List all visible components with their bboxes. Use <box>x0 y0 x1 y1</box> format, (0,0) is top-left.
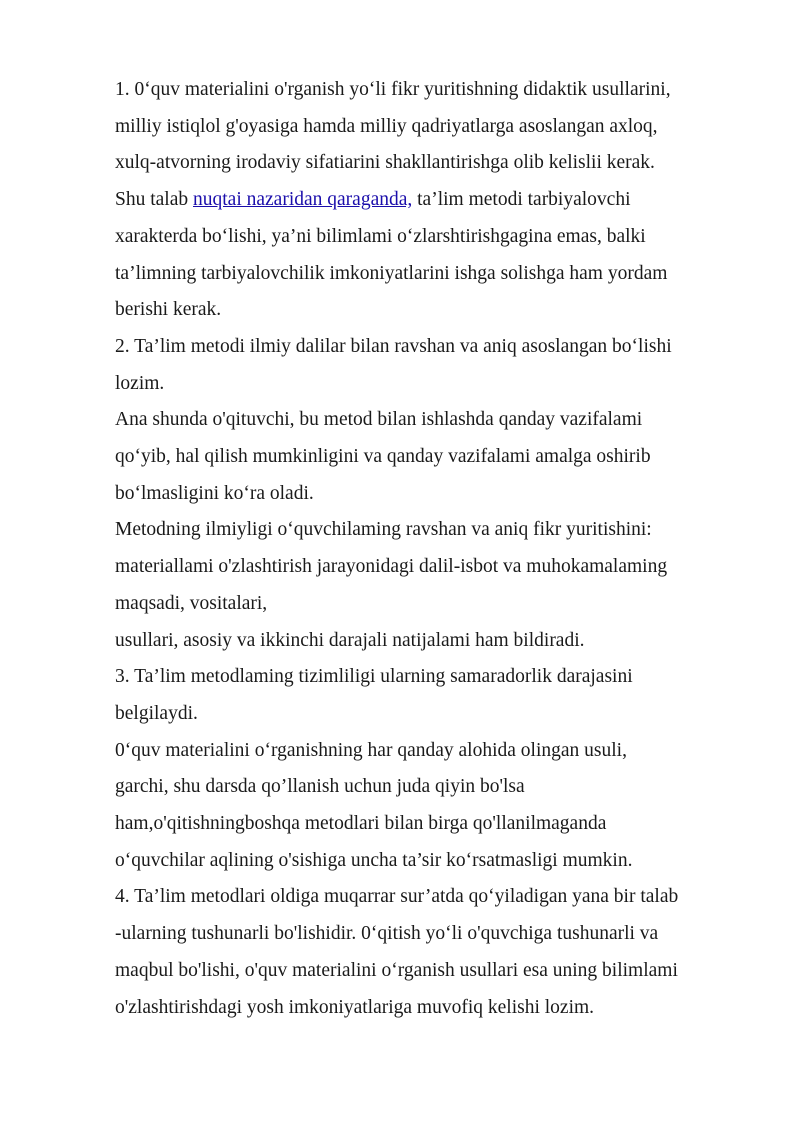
text-line: lozim. <box>115 372 165 394</box>
text-line: qo‘yib, hal qilish mumkinligini va qanday vazifalami amalga oshirib <box>115 446 651 468</box>
text-line: 1. 0‘quv materialini o'rganish yo‘li fikr yuritishning didaktik usullarini, <box>115 79 671 100</box>
text-line: bo‘lmasligini ko‘ra oladi. <box>115 482 314 504</box>
nuqtai-nazaridan-link[interactable]: nuqtai nazaridan qaraganda, <box>193 189 413 211</box>
link-prefix-text: Shu talab <box>115 189 193 211</box>
text-line: 0‘quv materialini o‘rganishning har qanday alohida olingan usuli, <box>115 739 627 761</box>
text-line: garchi, shu darsda qo’llanish uchun juda qiyin bo'lsa <box>115 776 525 798</box>
text-line: milliy istiqlol g'oyasiga hamda milliy qadriyatlarga asoslangan axloq, <box>115 115 658 137</box>
text-line: berishi kerak. <box>115 299 222 321</box>
text-line: xulq-atvorning irodaviy sifatiarini shakllantirishga olib kelislii kerak. <box>115 152 655 174</box>
text-line: belgilaydi. <box>115 702 198 724</box>
text-line: maqsadi, vositalari, <box>115 592 268 614</box>
text-line: 4. Ta’lim metodlari oldiga muqarrar sur’atda qo‘yiladigan yana bir talab <box>115 886 679 908</box>
text-line-with-link <box>115 182 755 219</box>
document-body <box>115 72 755 1026</box>
text-line: Ana shunda o'qituvchi, bu metod bilan ishlashda qanday vazifalami <box>115 409 643 431</box>
text-line: o‘quvchilar aqlining o'sishiga uncha ta’sir ko‘rsatmasligi mumkin. <box>115 849 633 871</box>
text-line: materiallami o'zlashtirish jarayonidagi dalil-isbot va muhokamalaming <box>115 556 668 578</box>
link-suffix-text: ta’lim metodi tarbiyalovchi <box>412 189 631 211</box>
text-line: maqbul bo'lishi, o'quv materialini o‘rganish usullari esa uning bilimlami <box>115 959 678 981</box>
text-line: o'zlashtirishdagi yosh imkoniyatlariga muvofiq kelishi lozim. <box>115 996 595 1018</box>
text-line: Metodning ilmiyligi o‘quvchilaming ravshan va aniq fikr yuritishini: <box>115 519 652 541</box>
text-line: 3. Ta’lim metodlaming tizimliligi ularning samaradorlik darajasini <box>115 666 633 688</box>
text-line: xarakterda bo‘lishi, ya’ni bilimlami o‘zlarshtirishgagina emas, balki <box>115 225 646 247</box>
text-line: 2. Ta’lim metodi ilmiy dalilar bilan ravshan va aniq asoslangan bo‘lishi <box>115 335 672 357</box>
text-line: ham,o'qitishningboshqa metodlari bilan birga qo'llanilmaganda <box>115 813 607 835</box>
text-line: ta’limning tarbiyalovchilik imkoniyatlarini ishga solishga ham yordam <box>115 262 668 284</box>
text-line: usullari, asosiy va ikkinchi darajali natijalami ham bildiradi. <box>115 629 585 651</box>
text-line: -ularning tushunarli bo'lishidir. 0‘qitish yo‘li o'quvchiga tushunarli va <box>115 923 659 945</box>
